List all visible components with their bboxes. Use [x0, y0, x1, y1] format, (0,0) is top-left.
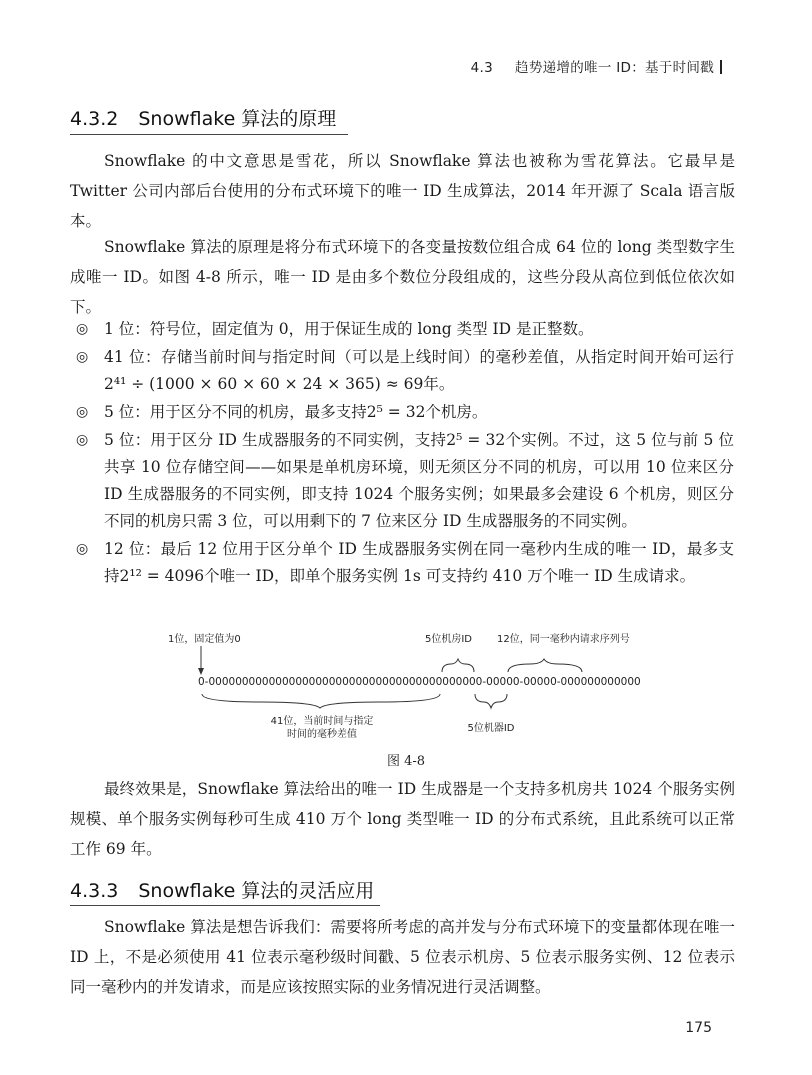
- section-title: Snowflake 算法的灵活应用: [138, 880, 375, 902]
- bullet-mark: ◎: [76, 432, 89, 448]
- label-time-line2: 时间的毫秒差值: [287, 729, 357, 740]
- snowflake-id-diagram: [0, 628, 812, 748]
- section-title: Snowflake 算法的原理: [138, 108, 337, 130]
- segment-list: [76, 316, 734, 591]
- paragraph-principle: Snowflake 算法的原理是将分布式环境下的各变量按数位组合成 64 位的 long 类型数字生成唯一 ID。如图 4-8 所示，唯一 ID 是由多个数位分段组成的，这些分段从高位到低位依次如下。: [70, 238, 735, 316]
- id-bit-string: 0-00000000000000000000000000000000000000000-00000-00000-000000000000: [198, 676, 641, 688]
- label-sign-bit: 1位，固定值为0: [168, 634, 241, 645]
- section-rule: [70, 134, 348, 135]
- list-item-text: 1 位：符号位，固定值为 0，用于保证生成的 long 类型 ID 是正整数。: [104, 320, 594, 338]
- paragraph-conclusion: 最终效果是，Snowflake 算法给出的唯一 ID 生成器是一个支持多机房共 1024 个服务实例规模、单个服务实例每秒可生成 410 万个 long 类型唯一 ID 的分布式系统，且此系统可以正常工作 69 年。: [70, 780, 735, 858]
- figure-caption: 图 4-8: [386, 754, 426, 769]
- bullet-mark: ◎: [76, 541, 89, 557]
- list-item-text: 5 位：用于区分不同的机房，最多支持2⁵ = 32个机房。: [104, 403, 488, 421]
- list-item: [76, 399, 734, 426]
- header-section-number: 4.3: [470, 60, 494, 76]
- brace-worker: [475, 694, 507, 708]
- section-rule: [70, 905, 380, 906]
- bullet-mark: ◎: [76, 349, 89, 365]
- section-heading-433: [70, 876, 374, 903]
- list-item-text: 41 位：存储当前时间与指定时间（可以是上线时间）的毫秒差值，从指定时间开始可运行2⁴¹ ÷ (1000 × 60 × 60 × 24 × 365) ≈ 69年。: [104, 348, 734, 393]
- label-sequence: 12位，同一毫秒内请求序列号: [497, 634, 630, 645]
- list-item-text: 5 位：用于区分 ID 生成器服务的不同实例，支持2⁵ = 32个实例。不过，这 5 位与前 5 位共享 10 位存储空间——如果是单机房环境，则无须区分不同的机房，可以用 10 位来区分 ID 生成器服务的不同实例，即支持 1024 个服务实例；如果最多会建设 6 个机房，则区分不同的机房只需 3 位，可以用剩下的 7 位来区分 ID 生成器服务的不同实例。: [104, 431, 734, 530]
- label-datacenter: 5位机房ID: [425, 634, 473, 645]
- bullet-mark: ◎: [76, 404, 89, 420]
- list-item: [76, 427, 734, 535]
- list-item: [76, 536, 734, 590]
- brace-datacenter: [442, 659, 474, 672]
- running-header: [471, 56, 722, 76]
- list-item: [76, 344, 734, 398]
- header-section-title: 趋势递增的唯一 ID：基于时间戳: [515, 60, 714, 76]
- label-worker: 5位机器ID: [467, 723, 515, 734]
- list-item: [76, 316, 734, 343]
- section-heading-432: [70, 104, 336, 131]
- list-item-text: 12 位：最后 12 位用于区分单个 ID 生成器服务实例在同一毫秒内生成的唯一 ID，最多支持2¹² = 4096个唯一 ID，即单个服务实例 1s 可支持约 410 万个唯一 ID 生成请求。: [104, 540, 734, 585]
- bullet-mark: ◎: [76, 321, 89, 337]
- brace-sequence: [508, 659, 582, 672]
- section-number: 4.3.3: [70, 880, 119, 902]
- label-time-line1: 41位，当前时间与指定: [270, 716, 374, 727]
- header-bar: [720, 60, 722, 74]
- brace-time: [202, 694, 440, 708]
- page-number: 175: [685, 1020, 712, 1036]
- paragraph-intro: Snowflake 的中文意思是雪花，所以 Snowflake 算法也被称为雪花算法。它最早是 Twitter 公司内部后台使用的分布式环境下的唯一 ID 生成算法，2014 年开源了 Scala 语言版本。: [70, 152, 735, 230]
- sign-arrow-head: [198, 668, 204, 675]
- section-number: 4.3.2: [70, 108, 119, 130]
- paragraph-flexible: Snowflake 算法是想告诉我们：需要将所考虑的高并发与分布式环境下的变量都体现在唯一 ID 上，不是必须使用 41 位表示毫秒级时间戳、5 位表示机房、5 位表示服务实例、12 位表示同一毫秒内的并发请求，而是应该按照实际的业务情况进行灵活调整。: [70, 918, 735, 996]
